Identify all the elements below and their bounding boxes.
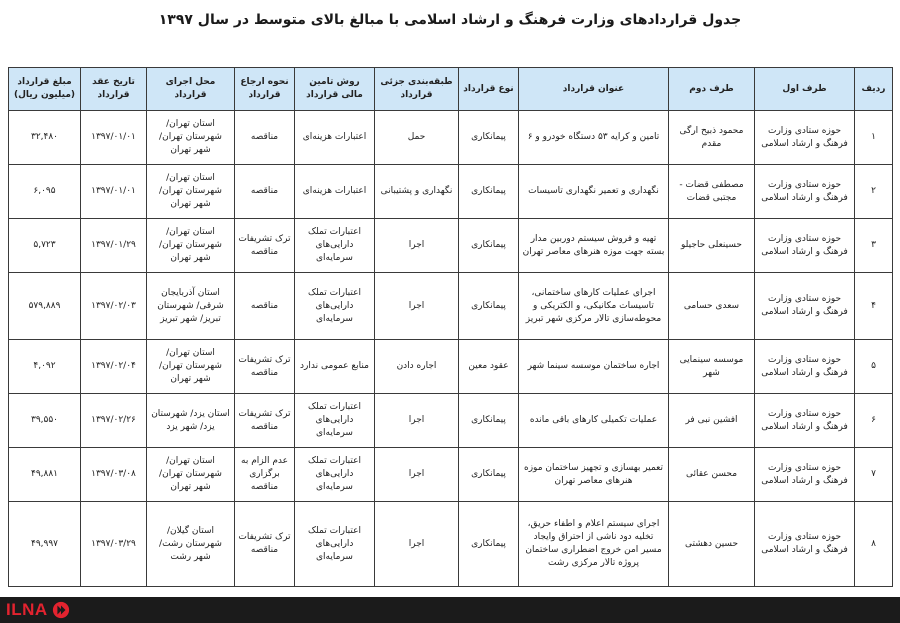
cell-referral: ترک تشریفات مناقصه <box>235 394 295 448</box>
cell-subject: اجرای عملیات کارهای ساختمانی، تاسیسات مکانیکی، و الکتریکی و محوطه‌سازی تالار مرکزی شهر تبریز <box>519 273 669 340</box>
cell-party2: سعدی حسامی <box>669 273 755 340</box>
cell-subject: تهیه و فروش سیستم دوربین مدار بسته جهت موزه هنرهای معاصر تهران <box>519 219 669 273</box>
cell-party1: حوزه ستادی وزارت فرهنگ و ارشاد اسلامی <box>755 111 855 165</box>
cell-amount: ۵۷۹,۸۸۹ <box>9 273 81 340</box>
contracts-table <box>8 67 893 587</box>
cell-funding: اعتبارات تملک دارایی‌های سرمایه‌ای <box>295 502 375 587</box>
header-date: تاریخ عقد قرارداد <box>81 68 147 111</box>
table-row <box>9 111 893 165</box>
cell-class: حمل <box>375 111 459 165</box>
cell-party2: محمود ذبیح ارگی مقدم <box>669 111 755 165</box>
cell-funding: اعتبارات تملک دارایی‌های سرمایه‌ای <box>295 448 375 502</box>
cell-party2: مصطفی قضات - مجتبی قضات <box>669 165 755 219</box>
cell-amount: ۳۲,۴۸۰ <box>9 111 81 165</box>
cell-funding: منابع عمومی ندارد <box>295 340 375 394</box>
cell-row-no: ۲ <box>855 165 893 219</box>
cell-amount: ۴۹,۸۸۱ <box>9 448 81 502</box>
cell-class: اجاره دادن <box>375 340 459 394</box>
header-type: نوع قرارداد <box>459 68 519 111</box>
table-row <box>9 273 893 340</box>
cell-party2: افشین نبی فر <box>669 394 755 448</box>
cell-row-no: ۸ <box>855 502 893 587</box>
cell-place: استان تهران/ شهرستان تهران/ شهر تهران <box>147 340 235 394</box>
cell-class: اجرا <box>375 394 459 448</box>
cell-place: استان تهران/ شهرستان تهران/ شهر تهران <box>147 111 235 165</box>
header-party1: طرف اول <box>755 68 855 111</box>
cell-party2: حسینعلی حاجیلو <box>669 219 755 273</box>
cell-row-no: ۳ <box>855 219 893 273</box>
cell-row-no: ۴ <box>855 273 893 340</box>
cell-row-no: ۶ <box>855 394 893 448</box>
cell-party2: موسسه سینمایی شهر <box>669 340 755 394</box>
cell-party2: محسن عقائی <box>669 448 755 502</box>
cell-amount: ۴,۰۹۲ <box>9 340 81 394</box>
cell-class: اجرا <box>375 502 459 587</box>
cell-date: ۱۳۹۷/۰۲/۰۴ <box>81 340 147 394</box>
cell-party2: حسین دهشتی <box>669 502 755 587</box>
cell-type: پیمانکاری <box>459 165 519 219</box>
ilna-logo <box>6 600 70 620</box>
cell-date: ۱۳۹۷/۰۱/۰۱ <box>81 165 147 219</box>
cell-funding: اعتبارات هزینه‌ای <box>295 111 375 165</box>
cell-funding: اعتبارات هزینه‌ای <box>295 165 375 219</box>
cell-type: عقود معین <box>459 340 519 394</box>
table-row <box>9 448 893 502</box>
cell-class: نگهداری و پشتیبانی <box>375 165 459 219</box>
cell-type: پیمانکاری <box>459 273 519 340</box>
cell-row-no: ۱ <box>855 111 893 165</box>
table-row <box>9 394 893 448</box>
header-referral: نحوه ارجاع قرارداد <box>235 68 295 111</box>
cell-referral: مناقصه <box>235 111 295 165</box>
cell-party1: حوزه ستادی وزارت فرهنگ و ارشاد اسلامی <box>755 448 855 502</box>
cell-type: پیمانکاری <box>459 219 519 273</box>
cell-row-no: ۷ <box>855 448 893 502</box>
cell-subject: اجرای سیستم اعلام و اطفاء حریق، تخلیه دود ناشی از احتراق وایجاد مسیر امن خروج اضطراری ساختمان پروژه تالار مرکزی رشت <box>519 502 669 587</box>
header-amount: مبلغ قرارداد (میلیون ریال) <box>9 68 81 111</box>
table-row <box>9 340 893 394</box>
cell-class: اجرا <box>375 219 459 273</box>
cell-type: پیمانکاری <box>459 448 519 502</box>
header-party2: طرف دوم <box>669 68 755 111</box>
cell-class: اجرا <box>375 273 459 340</box>
cell-date: ۱۳۹۷/۰۲/۲۶ <box>81 394 147 448</box>
cell-party1: حوزه ستادی وزارت فرهنگ و ارشاد اسلامی <box>755 502 855 587</box>
cell-date: ۱۳۹۷/۰۱/۰۱ <box>81 111 147 165</box>
cell-place: استان تهران/ شهرستان تهران/ شهر تهران <box>147 219 235 273</box>
cell-type: پیمانکاری <box>459 111 519 165</box>
cell-date: ۱۳۹۷/۰۱/۲۹ <box>81 219 147 273</box>
cell-row-no: ۵ <box>855 340 893 394</box>
cell-subject: عملیات تکمیلی کارهای باقی مانده <box>519 394 669 448</box>
cell-place: استان گیلان/ شهرستان رشت/ شهر رشت <box>147 502 235 587</box>
table-row <box>9 502 893 587</box>
cell-referral: ترک تشریفات مناقصه <box>235 219 295 273</box>
cell-party1: حوزه ستادی وزارت فرهنگ و ارشاد اسلامی <box>755 273 855 340</box>
cell-place: استان تهران/ شهرستان تهران/ شهر تهران <box>147 165 235 219</box>
cell-type: پیمانکاری <box>459 394 519 448</box>
cell-type: پیمانکاری <box>459 502 519 587</box>
cell-subject: تعمیر بهسازی و تجهیز ساختمان موزه هنرهای معاصر تهران <box>519 448 669 502</box>
logo-text: ILNA <box>6 600 48 619</box>
footer-bar <box>0 597 900 623</box>
cell-place: استان یزد/ شهرستان یزد/ شهر یزد <box>147 394 235 448</box>
cell-amount: ۶,۰۹۵ <box>9 165 81 219</box>
cell-date: ۱۳۹۷/۰۲/۰۳ <box>81 273 147 340</box>
table-header-row <box>9 68 893 111</box>
cell-place: استان آذربایجان شرقی/ شهرستان تبریز/ شهر تبریز <box>147 273 235 340</box>
play-arrows-icon <box>52 601 70 619</box>
cell-subject: اجاره ساختمان موسسه سینما شهر <box>519 340 669 394</box>
cell-date: ۱۳۹۷/۰۳/۰۸ <box>81 448 147 502</box>
cell-party1: حوزه ستادی وزارت فرهنگ و ارشاد اسلامی <box>755 165 855 219</box>
table-row <box>9 219 893 273</box>
page-title: جدول قراردادهای وزارت فرهنگ و ارشاد اسلامی با مبالغ بالای متوسط در سال ۱۳۹۷ <box>158 12 742 28</box>
header-place: محل اجرای قرارداد <box>147 68 235 111</box>
cell-referral: مناقصه <box>235 273 295 340</box>
header-class: طبقه‌بندی جزئی قرارداد <box>375 68 459 111</box>
cell-subject: نگهداری و تعمیر نگهداری تاسیسات <box>519 165 669 219</box>
cell-amount: ۳۹,۵۵۰ <box>9 394 81 448</box>
header-funding: روش تامین مالی قرارداد <box>295 68 375 111</box>
cell-date: ۱۳۹۷/۰۳/۲۹ <box>81 502 147 587</box>
header-row-no: ردیف <box>855 68 893 111</box>
cell-class: اجرا <box>375 448 459 502</box>
header-subject: عنوان قرارداد <box>519 68 669 111</box>
cell-amount: ۵,۷۲۳ <box>9 219 81 273</box>
cell-referral: ترک تشریفات مناقصه <box>235 502 295 587</box>
cell-party1: حوزه ستادی وزارت فرهنگ و ارشاد اسلامی <box>755 394 855 448</box>
cell-referral: مناقصه <box>235 165 295 219</box>
cell-funding: اعتبارات تملک دارایی‌های سرمایه‌ای <box>295 394 375 448</box>
cell-referral: ترک تشریفات مناقصه <box>235 340 295 394</box>
cell-party1: حوزه ستادی وزارت فرهنگ و ارشاد اسلامی <box>755 340 855 394</box>
cell-funding: اعتبارات تملک دارایی‌های سرمایه‌ای <box>295 273 375 340</box>
cell-place: استان تهران/ شهرستان تهران/ شهر تهران <box>147 448 235 502</box>
cell-party1: حوزه ستادی وزارت فرهنگ و ارشاد اسلامی <box>755 219 855 273</box>
cell-funding: اعتبارات تملک دارایی‌های سرمایه‌ای <box>295 219 375 273</box>
cell-referral: عدم الزام به برگزاری مناقصه <box>235 448 295 502</box>
table-row <box>9 165 893 219</box>
cell-amount: ۴۹,۹۹۷ <box>9 502 81 587</box>
cell-subject: تامین و کرایه ۵۳ دستگاه خودرو و ۶ <box>519 111 669 165</box>
